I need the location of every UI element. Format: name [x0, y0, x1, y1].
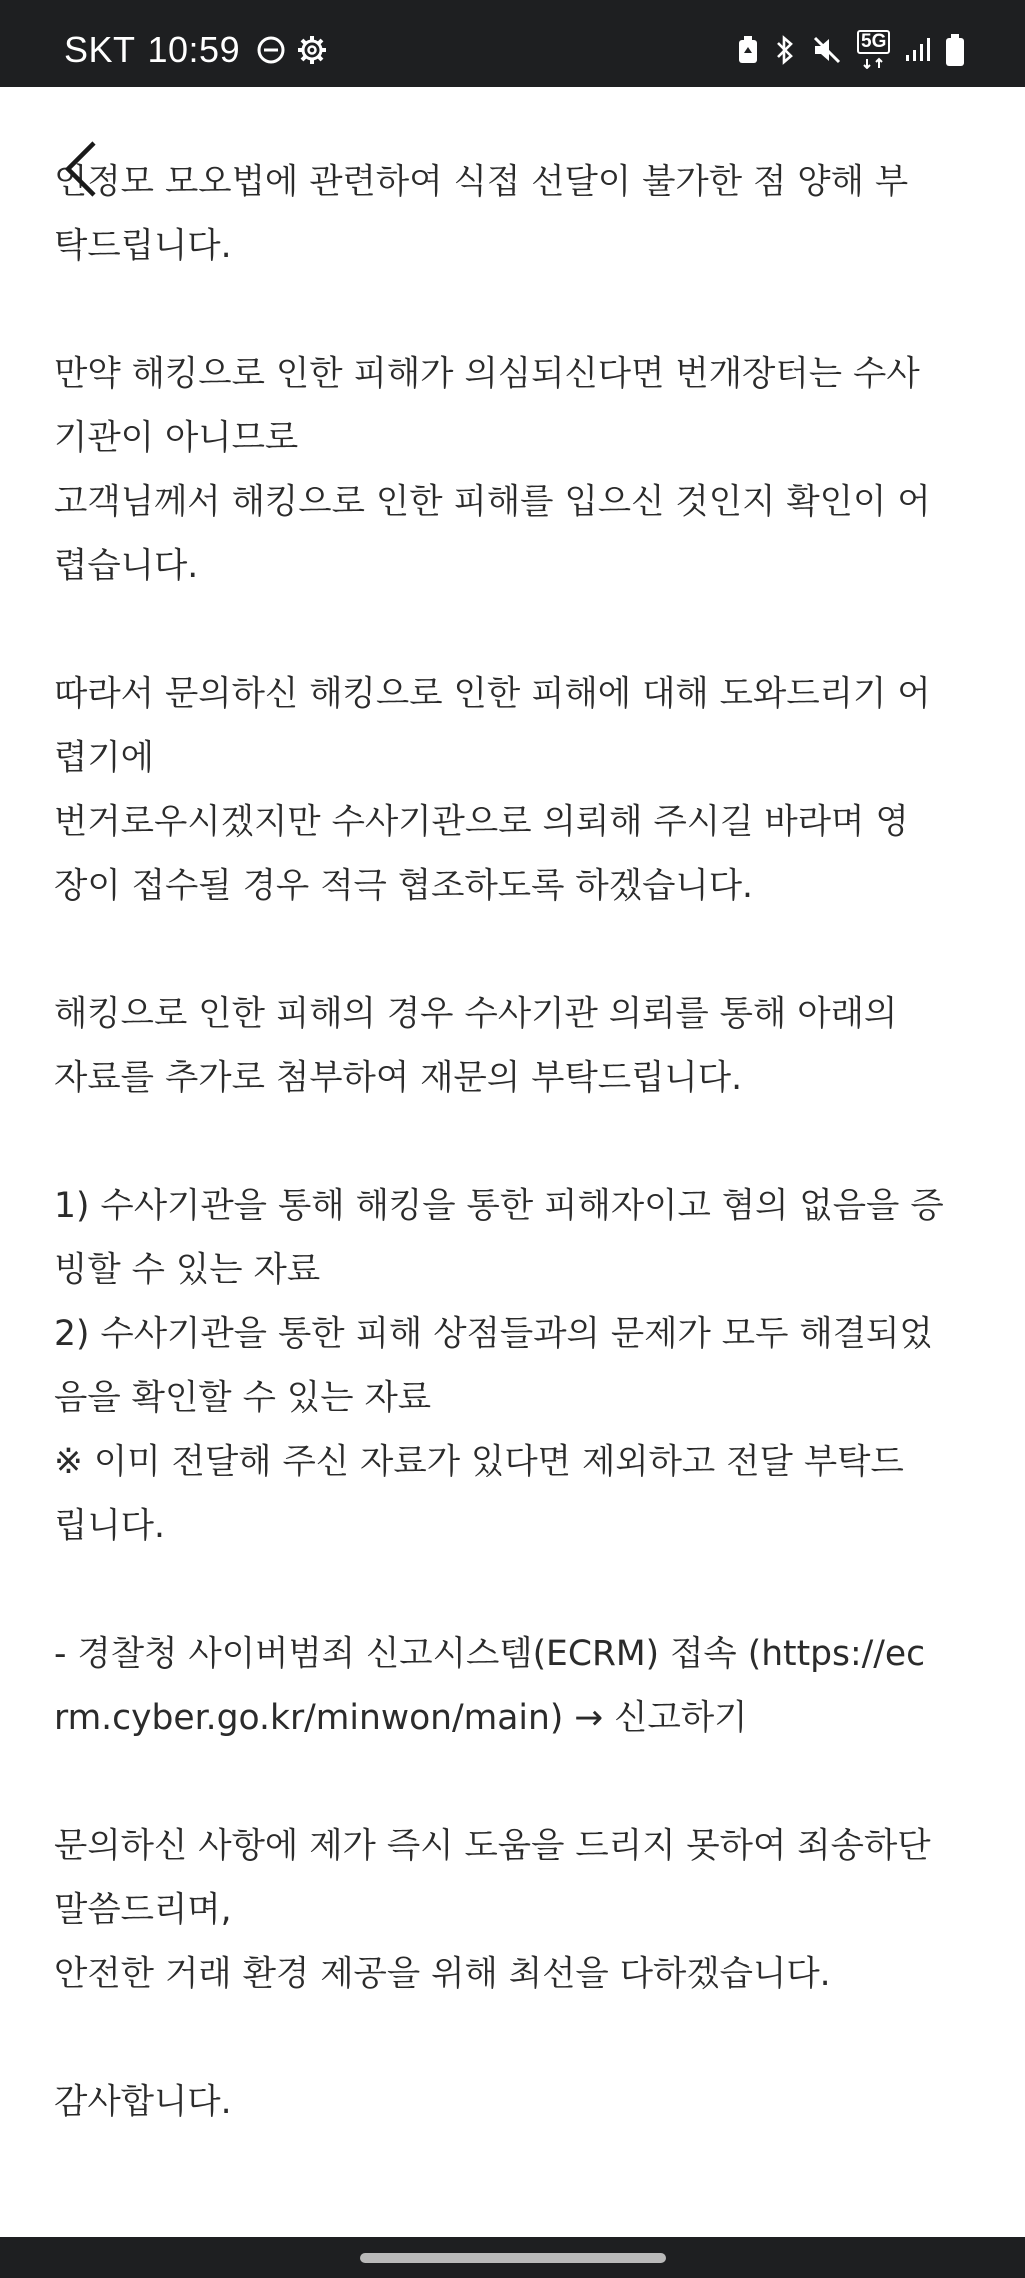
- message-line: 자료를 추가로 첨부하여 재문의 부탁드립니다.: [54, 1058, 743, 1098]
- message-line: 음을 확인할 수 있는 자료: [54, 1378, 432, 1418]
- carrier-label: SKT: [64, 29, 136, 70]
- message-line: 탁드립니다.: [54, 226, 232, 266]
- message-line: 문의하신 사항에 제가 즉시 도움을 드리지 못하여 죄송하단: [54, 1826, 931, 1866]
- settings-icon: [296, 34, 328, 66]
- back-button[interactable]: [44, 129, 116, 209]
- message-line: 고객님께서 해킹으로 인한 피해를 입으신 것인지 확인이 어: [54, 482, 931, 522]
- home-gesture-handle[interactable]: [360, 2253, 666, 2263]
- signal-icon: [905, 37, 931, 63]
- message-line: 만약 해킹으로 인한 피해가 의심되신다면 번개장터는 수사: [54, 354, 920, 394]
- do-not-disturb-icon: [256, 35, 286, 65]
- message-line: 따라서 문의하신 해킹으로 인한 피해에 대해 도와드리기 어: [54, 674, 931, 714]
- network-label: 5G: [857, 30, 890, 54]
- message-line: rm.cyber.go.kr/minwon/main) → 신고하기: [54, 1698, 748, 1738]
- status-right: [737, 0, 965, 100]
- message-line: 2) 수사기관을 통한 피해 상점들과의 문제가 모두 해결되었: [54, 1314, 933, 1354]
- paragraph-gap: [54, 1558, 984, 1622]
- message-line: 안전한 거래 환경 제공을 위해 최선을 다하겠습니다.: [54, 1954, 831, 1994]
- paragraph-gap: [54, 2006, 984, 2070]
- message-line: 장이 접수될 경우 적극 협조하도록 하겠습니다.: [54, 866, 754, 906]
- bluetooth-icon: [773, 34, 797, 66]
- message-line: 렵기에: [54, 738, 154, 778]
- message-line: 번거로우시겠지만 수사기관으로 의뢰해 주시길 바라며 영: [54, 802, 909, 842]
- message-line: 1) 수사기관을 통해 해킹을 통한 피해자이고 혐의 없음을 증: [54, 1186, 944, 1226]
- navigation-bar: [0, 2237, 1025, 2278]
- paragraph-gap: [54, 598, 984, 662]
- message-line: 기관이 아니므로: [54, 418, 299, 458]
- inquiry-reply-screen: [0, 87, 1025, 2237]
- message-line: 인정모 모오법에 관련하여 식접 선달이 불가한 점 양해 부: [54, 162, 909, 202]
- clock: 10:59: [147, 29, 241, 70]
- message-line: 해킹으로 인한 피해의 경우 수사기관 의뢰를 통해 아래의: [54, 994, 898, 1034]
- mute-icon: [811, 35, 843, 65]
- status-bar: [0, 0, 1025, 87]
- message-line: 감사합니다.: [54, 2082, 232, 2122]
- message-line: ※ 이미 전달해 주신 자료가 있다면 제외하고 전달 부탁드: [54, 1442, 904, 1482]
- chevron-left-icon: [60, 139, 100, 199]
- reply-message: [54, 150, 984, 2134]
- message-line: 렵습니다.: [54, 546, 199, 586]
- battery-icon: [945, 33, 965, 67]
- paragraph-gap: [54, 1110, 984, 1174]
- paragraph-gap: [54, 918, 984, 982]
- message-line: - 경찰청 사이버범죄 신고시스템(ECRM) 접속 (https://ec: [54, 1634, 926, 1674]
- message-line: 말씀드리며,: [54, 1890, 232, 1930]
- message-line: 립니다.: [54, 1506, 165, 1546]
- battery-saver-icon: [737, 35, 759, 65]
- paragraph-gap: [54, 1750, 984, 1814]
- 5g-icon: [857, 32, 891, 68]
- paragraph-gap: [54, 278, 984, 342]
- app-header: [0, 87, 1025, 127]
- message-line: 빙할 수 있는 자료: [54, 1250, 321, 1290]
- status-left: [64, 0, 328, 100]
